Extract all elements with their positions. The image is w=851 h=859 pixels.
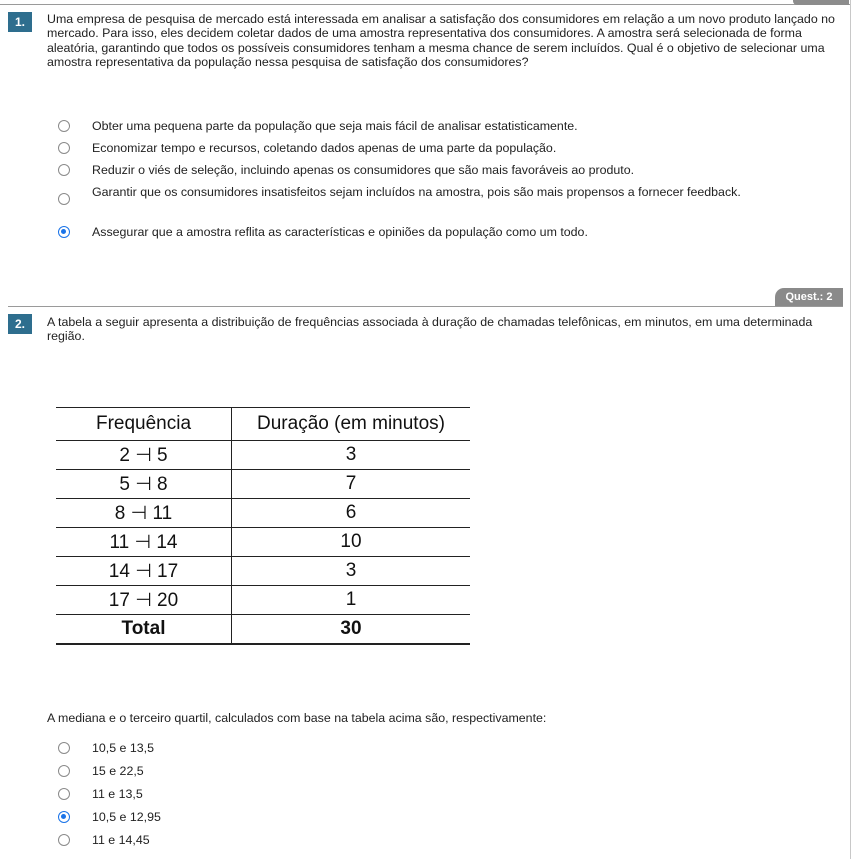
radio-button[interactable] bbox=[58, 742, 70, 754]
top-divider bbox=[0, 4, 851, 5]
question-divider bbox=[8, 306, 843, 307]
radio-button-selected[interactable] bbox=[58, 226, 70, 238]
option-label[interactable]: Economizar tempo e recursos, coletando dados apenas de uma parte da população. bbox=[92, 141, 557, 155]
table-row bbox=[56, 557, 470, 586]
radio-button[interactable] bbox=[58, 765, 70, 777]
table-cell: 1 bbox=[232, 586, 471, 615]
radio-button[interactable] bbox=[58, 142, 70, 154]
option-label[interactable]: 10,5 e 13,5 bbox=[92, 741, 155, 755]
table-cell: 14 ⊣ 17 bbox=[56, 557, 232, 586]
radio-button[interactable] bbox=[58, 120, 70, 132]
table-cell: 3 bbox=[232, 557, 471, 586]
table-row bbox=[56, 586, 470, 615]
option-label[interactable]: 11 e 14,45 bbox=[92, 833, 150, 847]
radio-button[interactable] bbox=[58, 834, 70, 846]
table-total-row bbox=[56, 615, 470, 645]
table-cell: 17 ⊣ 20 bbox=[56, 586, 232, 615]
option-label[interactable]: 11 e 13,5 bbox=[92, 787, 143, 801]
question-text: Uma empresa de pesquisa de mercado está interessada em analisar a satisfação dos consumidores em relação a um novo produto lançado no mercado. Para isso, eles decidem coletar dados de uma amostra representativa dos consumidores. A amostra será selecionada de forma aleatória, garantindo que todos os possíveis consumidores tenham a mesma chance de serem incluídos. Qual é o objetivo de selecionar uma amostra representativa da população nessa pesquisa de satisfação dos consumidores? bbox=[47, 12, 835, 70]
table-header: Frequência bbox=[56, 408, 232, 441]
option-label[interactable]: Reduzir o viés de seleção, incluindo apenas os consumidores que são mais favoráveis ao produto. bbox=[92, 163, 635, 177]
table-cell: Total bbox=[56, 615, 232, 645]
table-row bbox=[56, 499, 470, 528]
table-cell: 6 bbox=[232, 499, 471, 528]
previous-quest-badge bbox=[793, 0, 849, 5]
table-header-row bbox=[56, 408, 470, 441]
option-label[interactable]: Garantir que os consumidores insatisfeitos sejam incluídos na amostra, pois são mais propensos a fornecer feedback. bbox=[92, 185, 741, 199]
radio-button[interactable] bbox=[58, 193, 70, 205]
table-cell: 2 ⊣ 5 bbox=[56, 441, 232, 470]
table-row bbox=[56, 528, 470, 557]
quest-badge: Quest.: 2 bbox=[775, 288, 843, 306]
option-label[interactable]: Assegurar que a amostra reflita as características e opiniões da população como um todo. bbox=[92, 225, 588, 239]
radio-button[interactable] bbox=[58, 788, 70, 800]
table-cell: 8 ⊣ 11 bbox=[56, 499, 232, 528]
frequency-table bbox=[56, 407, 470, 645]
option-label[interactable]: 10,5 e 12,95 bbox=[92, 810, 161, 824]
table-cell: 10 bbox=[232, 528, 471, 557]
table-cell: 5 ⊣ 8 bbox=[56, 470, 232, 499]
question-prompt: A mediana e o terceiro quartil, calculados com base na tabela acima são, respectivamente: bbox=[47, 711, 547, 725]
radio-button[interactable] bbox=[58, 164, 70, 176]
table-cell: 30 bbox=[232, 615, 471, 645]
option-label[interactable]: Obter uma pequena parte da população que seja mais fácil de analisar estatisticamente. bbox=[92, 119, 578, 133]
option-label[interactable]: 15 e 22,5 bbox=[92, 764, 144, 778]
table-row bbox=[56, 441, 470, 470]
question-number: 1. bbox=[8, 12, 32, 32]
table-row bbox=[56, 470, 470, 499]
table-cell: 3 bbox=[232, 441, 471, 470]
table-header: Duração (em minutos) bbox=[232, 408, 471, 441]
radio-button-selected[interactable] bbox=[58, 811, 70, 823]
question-text: A tabela a seguir apresenta a distribuição de frequências associada à duração de chamadas telefônicas, em minutos, em uma determinada região. bbox=[47, 315, 813, 344]
table-cell: 11 ⊣ 14 bbox=[56, 528, 232, 557]
question-number: 2. bbox=[8, 314, 32, 334]
table-cell: 7 bbox=[232, 470, 471, 499]
